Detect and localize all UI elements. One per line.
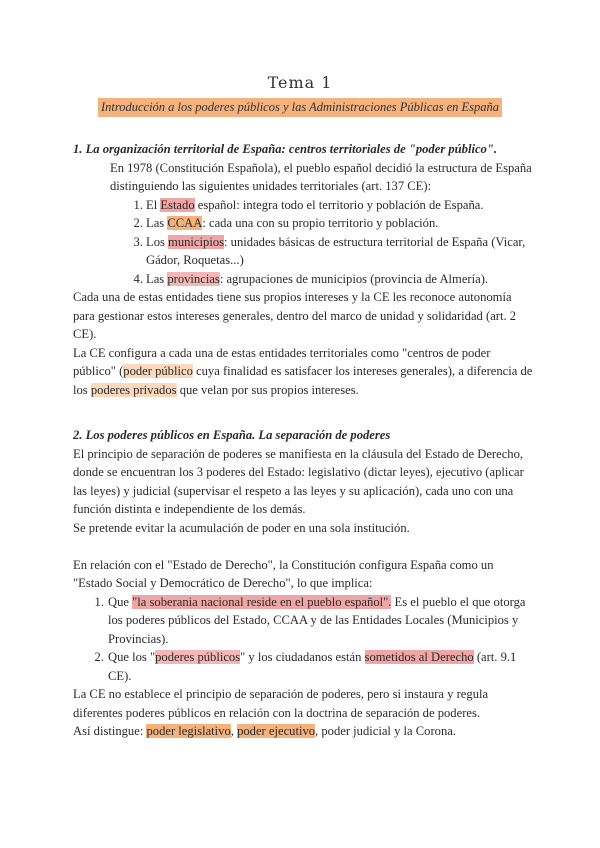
list-item [73, 214, 533, 233]
subtitle-wrap [0, 98, 600, 117]
list-item [73, 648, 533, 685]
highlight-ccaa: CCAA [167, 216, 203, 230]
section-2-paragraph-4: La CE no establece el principio de separación de poderes, pero si instaura y regula diferentes poderes públicos en relación con la doctrina de separación de poderes. [73, 687, 489, 720]
highlight-sometidos-derecho: sometidos al Derecho [364, 650, 474, 664]
highlight-municipios: municipios [168, 234, 225, 249]
list-text-pre: Los [146, 234, 169, 249]
list-number: 1. [94, 594, 104, 609]
section-2-paragraph-5 [73, 722, 533, 741]
section-2-paragraph-2: Se pretende evitar la acumulación de poder en una sola institución. [73, 520, 410, 535]
highlight-poderes-privados: poderes privados [90, 382, 177, 397]
list-text-post: : unidades básicas de estructura territorial de España (Vicar, Gádor, Roquetas...) [146, 234, 526, 267]
list-number: 2. [133, 216, 143, 230]
section-1-paragraph-2 [73, 344, 533, 400]
list-item [73, 233, 533, 270]
territorial-units-list [73, 196, 533, 289]
text: , [230, 724, 238, 738]
list-text-post: (art. 9.1 CE). [108, 650, 517, 683]
text: , poder judicial y la Corona. [315, 724, 456, 738]
highlight-soberania: "la soberania nacional reside en el pueblo español". [132, 594, 392, 609]
list-text-post: Es el pueblo el que otorga los poderes públicos del Estado, CCAA y de las Entidades Locales (Municipios y Provincias). [108, 594, 526, 646]
section-2-heading: 2. Los poderes públicos en España. La separación de poderes [73, 428, 391, 442]
highlight-poderes-publicos: poderes públicos [155, 650, 241, 664]
highlight-poder-ejecutivo: poder ejecutivo [237, 724, 316, 738]
list-item [73, 196, 533, 215]
page-title: Tema 1 [267, 73, 333, 92]
highlight-provincias: provincias [167, 271, 220, 286]
list-text-post: : cada una con su propio territorio y población. [202, 216, 439, 230]
list-text-pre: Que los " [108, 650, 156, 664]
section-2-paragraph-1: El principio de separación de poderes se manifiesta en la cláusula del Estado de Derecho, donde se encuentran los 3 poderes del Estado: legislativo (dictar leyes), ejecutivo (aplicar las leyes) y judicial (supervisar el respeto a las leyes y su aplicación), cada uno con una función distinta e independiente de los demás. [73, 446, 524, 516]
list-text-pre: El [146, 197, 161, 212]
list-text-pre: Que [108, 594, 133, 609]
list-text-pre: Las [146, 271, 168, 286]
section-1-heading: 1. La organización territorial de España: centros territoriales de "poder público". [73, 142, 497, 156]
list-number: 2. [94, 650, 104, 664]
text: La CE configura a cada una de estas entidades territoriales como "centros de poder público" ( [73, 345, 491, 378]
section-1-paragraph-1: Cada una de estas entidades tiene sus propios intereses y la CE les reconoce autonomía para gestionar estos intereses generales, dentro del marco de unidad y solidaridad (art. 2 CE). [73, 290, 517, 341]
section-2 [73, 426, 533, 741]
list-text-post: : agrupaciones de municipios (provincia de Almería). [219, 271, 489, 286]
list-text-post: español: integra todo el territorio y población de España. [194, 197, 484, 212]
list-item [73, 270, 533, 289]
list-text-mid: " y los ciudadanos están [240, 650, 365, 664]
implications-list [73, 593, 533, 686]
list-number: 3. [133, 234, 143, 249]
section-1 [73, 140, 533, 399]
text: Así distingue: [73, 724, 147, 738]
section-1-intro: En 1978 (Constitución Española), el pueblo español decidió la estructura de España distinguiendo las siguientes unidades territoriales (art. 137 CE): [110, 160, 532, 193]
highlight-poder-publico: poder público [123, 364, 193, 378]
text: cuya finalidad es satisfacer los intereses generales), a diferencia de los [73, 364, 533, 397]
highlight-estado: Estado [160, 197, 195, 212]
list-number: 4. [133, 271, 143, 286]
section-2-paragraph-3: En relación con el "Estado de Derecho", la Constitución configura España como un "Estado Social y Democrático de Derecho", lo que implica: [73, 557, 494, 590]
highlight-poder-legislativo: poder legislativo [146, 724, 231, 738]
list-text-pre: Las [146, 216, 168, 230]
list-number: 1. [133, 197, 143, 212]
page-subtitle: Introducción a los poderes públicos y las Administraciones Públicas en España [98, 98, 502, 117]
list-item [73, 593, 533, 649]
text: que velan por sus propios intereses. [176, 382, 359, 397]
